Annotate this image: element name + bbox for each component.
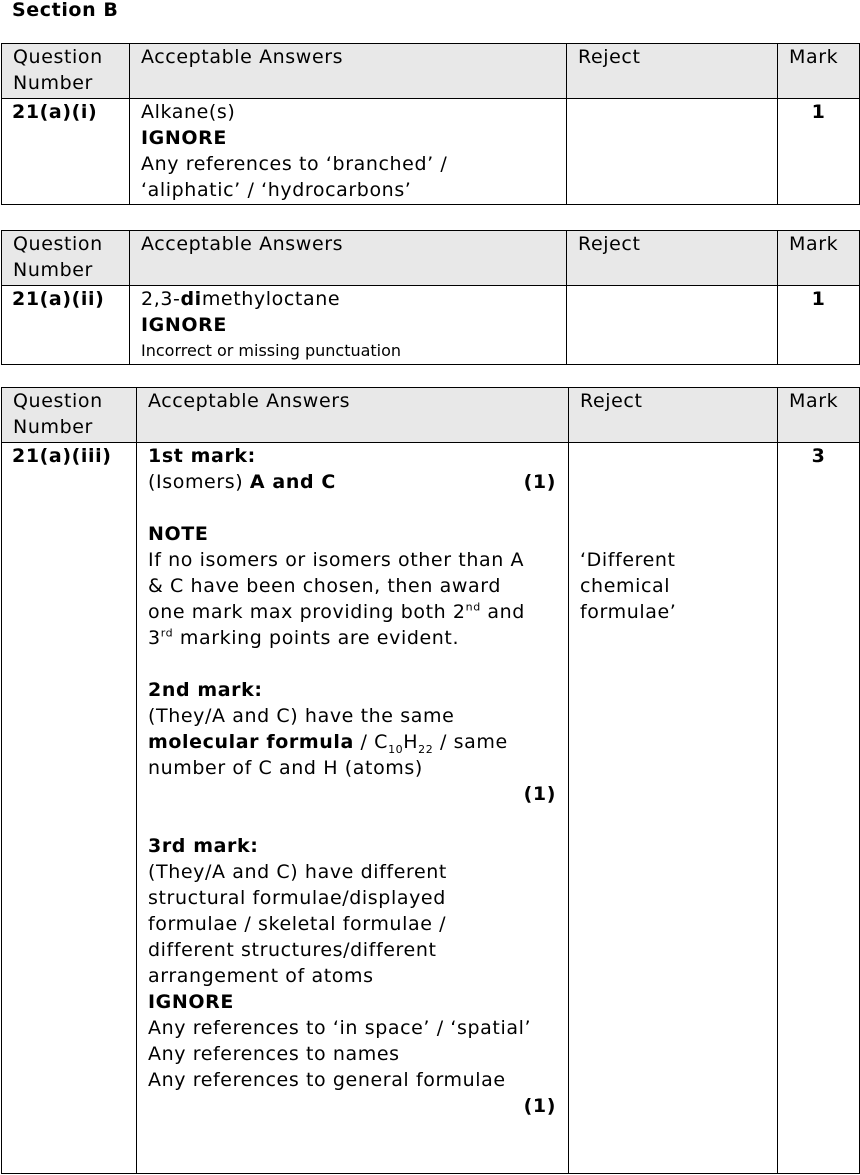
ignore-label: IGNORE xyxy=(141,127,227,149)
subscript: 22 xyxy=(418,742,434,756)
table-row xyxy=(2,99,860,205)
section-title: Section B xyxy=(12,0,119,21)
answer-line: Any references to general formulae xyxy=(148,1069,506,1091)
question-number: 21(a)(ii) xyxy=(2,286,130,365)
reject-line: chemical xyxy=(580,575,671,597)
acceptable-answers-cell xyxy=(130,286,567,365)
answer-line: Any references to ‘branched’ / xyxy=(141,153,448,175)
reject-cell xyxy=(567,286,778,365)
header-reject: Reject xyxy=(569,388,778,443)
acceptable-answers-cell xyxy=(130,99,567,205)
answer-line: Incorrect or missing punctuation xyxy=(141,341,402,360)
ignore-label: IGNORE xyxy=(141,314,227,336)
ignore-label: IGNORE xyxy=(148,991,234,1013)
mark-point-heading: 3rd mark: xyxy=(148,835,259,857)
table-header-row xyxy=(2,44,860,99)
answer-text: H xyxy=(403,731,419,753)
header-mark: Mark xyxy=(778,231,860,286)
header-mark: Mark xyxy=(778,388,860,443)
answer-line: & C have been chosen, then award xyxy=(148,575,501,597)
header-acceptable-answers: Acceptable Answers xyxy=(130,231,567,286)
answer-line: structural formulae/displayed xyxy=(148,887,446,909)
name-prefix: 2,3- xyxy=(141,288,181,310)
answer-line xyxy=(148,729,556,755)
header-question-number: Question Number xyxy=(2,388,137,443)
answer-line: different structures/different xyxy=(148,939,437,961)
header-acceptable-answers: Acceptable Answers xyxy=(130,44,567,99)
question-number: 21(a)(i) xyxy=(2,99,130,205)
header-reject: Reject xyxy=(567,231,778,286)
mark-score: (1) xyxy=(523,471,556,493)
answer-text: one mark max providing both 2 xyxy=(148,601,466,623)
table-header-row xyxy=(2,388,860,443)
header-question-number: Question Number xyxy=(2,44,130,99)
header-acceptable-answers: Acceptable Answers xyxy=(137,388,569,443)
answer-line: formulae / skeletal formulae / xyxy=(148,913,447,935)
mark-score: (1) xyxy=(523,1095,556,1117)
subscript: 10 xyxy=(388,742,404,756)
answer-bold: A and C xyxy=(249,471,336,493)
superscript: rd xyxy=(160,626,174,640)
reject-line: ‘Different xyxy=(580,549,676,571)
answer-bold: molecular formula xyxy=(148,731,354,753)
answer-line xyxy=(148,625,556,651)
answer-text: 3 xyxy=(148,627,161,649)
question-number: 21(a)(iii) xyxy=(2,443,137,1174)
answer-line: (They/A and C) have the same xyxy=(148,705,455,727)
answer-line: arrangement of atoms xyxy=(148,965,374,987)
reject-line: formulae’ xyxy=(580,601,677,623)
mark-cell: 1 xyxy=(778,99,860,205)
table-row xyxy=(2,443,860,1174)
answer-line: ‘aliphatic’ / ‘hydrocarbons’ xyxy=(141,179,412,201)
header-question-number: Question Number xyxy=(2,231,130,286)
header-reject: Reject xyxy=(567,44,778,99)
answer-line: Alkane(s) xyxy=(141,101,236,123)
superscript: nd xyxy=(465,600,481,614)
mark-scheme-table-3 xyxy=(1,387,860,1174)
answer-text: marking points are evident. xyxy=(173,627,460,649)
mark-scheme-table-1 xyxy=(1,43,860,205)
table-row xyxy=(2,286,860,365)
answer-line xyxy=(141,286,566,312)
answer-text: and xyxy=(480,601,525,623)
reject-cell xyxy=(569,443,778,1174)
answer-line: (They/A and C) have different xyxy=(148,861,447,883)
answer-text: / same xyxy=(433,731,508,753)
answer-text: / C xyxy=(353,731,389,753)
answer-line xyxy=(148,469,556,495)
reject-cell xyxy=(567,99,778,205)
mark-score: (1) xyxy=(523,783,556,805)
answer-line xyxy=(148,599,556,625)
mark-cell: 1 xyxy=(778,286,860,365)
name-bold: di xyxy=(180,288,202,310)
mark-scheme-table-2 xyxy=(1,230,860,365)
answer-line: Any references to ‘in space’ / ‘spatial’ xyxy=(148,1017,532,1039)
note-heading: NOTE xyxy=(148,523,209,545)
header-mark: Mark xyxy=(778,44,860,99)
answer-line: number of C and H (atoms) xyxy=(148,757,423,779)
answer-line: Any references to names xyxy=(148,1043,400,1065)
answer-line: If no isomers or isomers other than A xyxy=(148,549,525,571)
mark-point-heading: 2nd mark: xyxy=(148,679,263,701)
mark-cell: 3 xyxy=(778,443,860,1174)
acceptable-answers-cell xyxy=(137,443,569,1174)
mark-point-heading: 1st mark: xyxy=(148,445,256,467)
name-suffix: methyloctane xyxy=(201,288,341,310)
answer-text: (Isomers) xyxy=(148,471,244,493)
table-header-row xyxy=(2,231,860,286)
